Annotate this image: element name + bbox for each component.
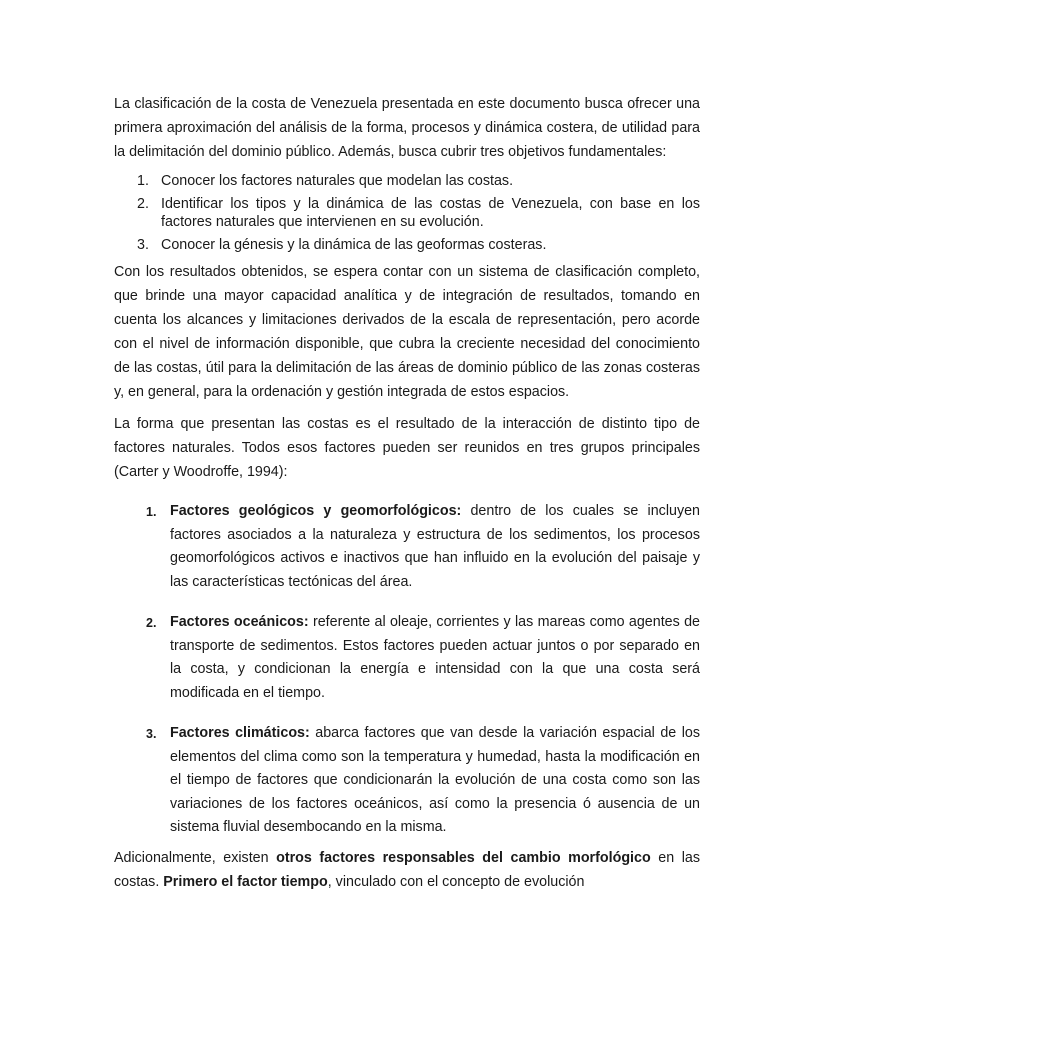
factor-term: Factores oceánicos: xyxy=(170,614,309,630)
list-number: 3. xyxy=(137,237,149,253)
list-item xyxy=(114,195,700,231)
list-item xyxy=(114,611,700,705)
list-number: 2. xyxy=(146,616,157,630)
list-item xyxy=(114,500,700,594)
list-number: 1. xyxy=(146,505,157,519)
list-text: Conocer los factores naturales que modelan las costas. xyxy=(161,173,514,189)
bold-run: otros factores responsables del cambio morfológico xyxy=(276,849,651,866)
list-item xyxy=(114,172,700,190)
document-page xyxy=(114,92,700,894)
bold-run: Primero el factor tiempo xyxy=(163,873,328,890)
list-text: Conocer la génesis y la dinámica de las geoformas costeras. xyxy=(161,237,547,253)
text-run: en las costas. xyxy=(114,849,700,890)
list-number: 3. xyxy=(146,727,157,741)
results-paragraph: Con los resultados obtenidos, se espera contar con un sistema de clasificación completo, que brinde una mayor capacidad analítica y de integración de resultados, tomando en cuenta los alcances y limitaciones derivados de la escala de representación, pero acorde con el nivel de información disponible, que cubra la creciente necesidad del conocimiento de las costas, útil para la delimitación de las áreas de dominio público de las zonas costeras y, en general, para la ordenación y gestión integrada de estos espacios. xyxy=(114,264,700,400)
list-item xyxy=(114,722,700,840)
additional-factors-paragraph xyxy=(114,846,700,894)
factor-term: Factores geológicos y geomorfológicos: xyxy=(170,503,462,519)
list-text: Identificar los tipos y la dinámica de las costas de Venezuela, con base en los factores naturales que intervienen en su evolución. xyxy=(161,196,700,230)
list-number: 1. xyxy=(137,173,149,189)
list-item xyxy=(114,236,700,254)
intro-paragraph: La clasificación de la costa de Venezuela presentada en este documento busca ofrecer una primera aproximación del análisis de la forma, procesos y dinámica costera, de utilidad para la delimitación del dominio público. Además, busca cubrir tres objetivos fundamentales: xyxy=(114,96,700,160)
factors-list xyxy=(114,500,700,840)
text-run: , vinculado con el concepto de evolución xyxy=(327,873,585,890)
factor-description: referente al oleaje, corrientes y las mareas como agentes de transporte de sedimentos. Estos factores pueden actuar juntos o por separado en la costa, y condicionan la energía e intensidad con la que una costa será modificada en el tiempo. xyxy=(170,614,701,701)
list-number: 2. xyxy=(137,196,149,212)
factor-description: dentro de los cuales se incluyen factores asociados a la naturaleza y estructura de los sedimentos, los procesos geomorfológicos activos e inactivos que han influido en la evolución del paisaje y las características tectónicas del área. xyxy=(170,503,700,590)
factor-term: Factores climáticos: xyxy=(170,725,310,741)
objectives-list xyxy=(114,172,700,254)
factors-intro-paragraph: La forma que presentan las costas es el resultado de la interacción de distinto tipo de factores naturales. Todos esos factores pueden ser reunidos en tres grupos principales (Carter y Woodroffe, 1994): xyxy=(114,416,700,480)
text-run: Adicionalmente, existen xyxy=(114,849,277,866)
factor-description: abarca factores que van desde la variación espacial de los elementos del clima como son la temperatura y humedad, hasta la modificación en el tiempo de factores que condicionarán la evolución de una costa como son las variaciones de los factores oceánicos, así como la presencia ó ausencia de un sistema fluvial desembocando en la misma. xyxy=(170,725,700,835)
